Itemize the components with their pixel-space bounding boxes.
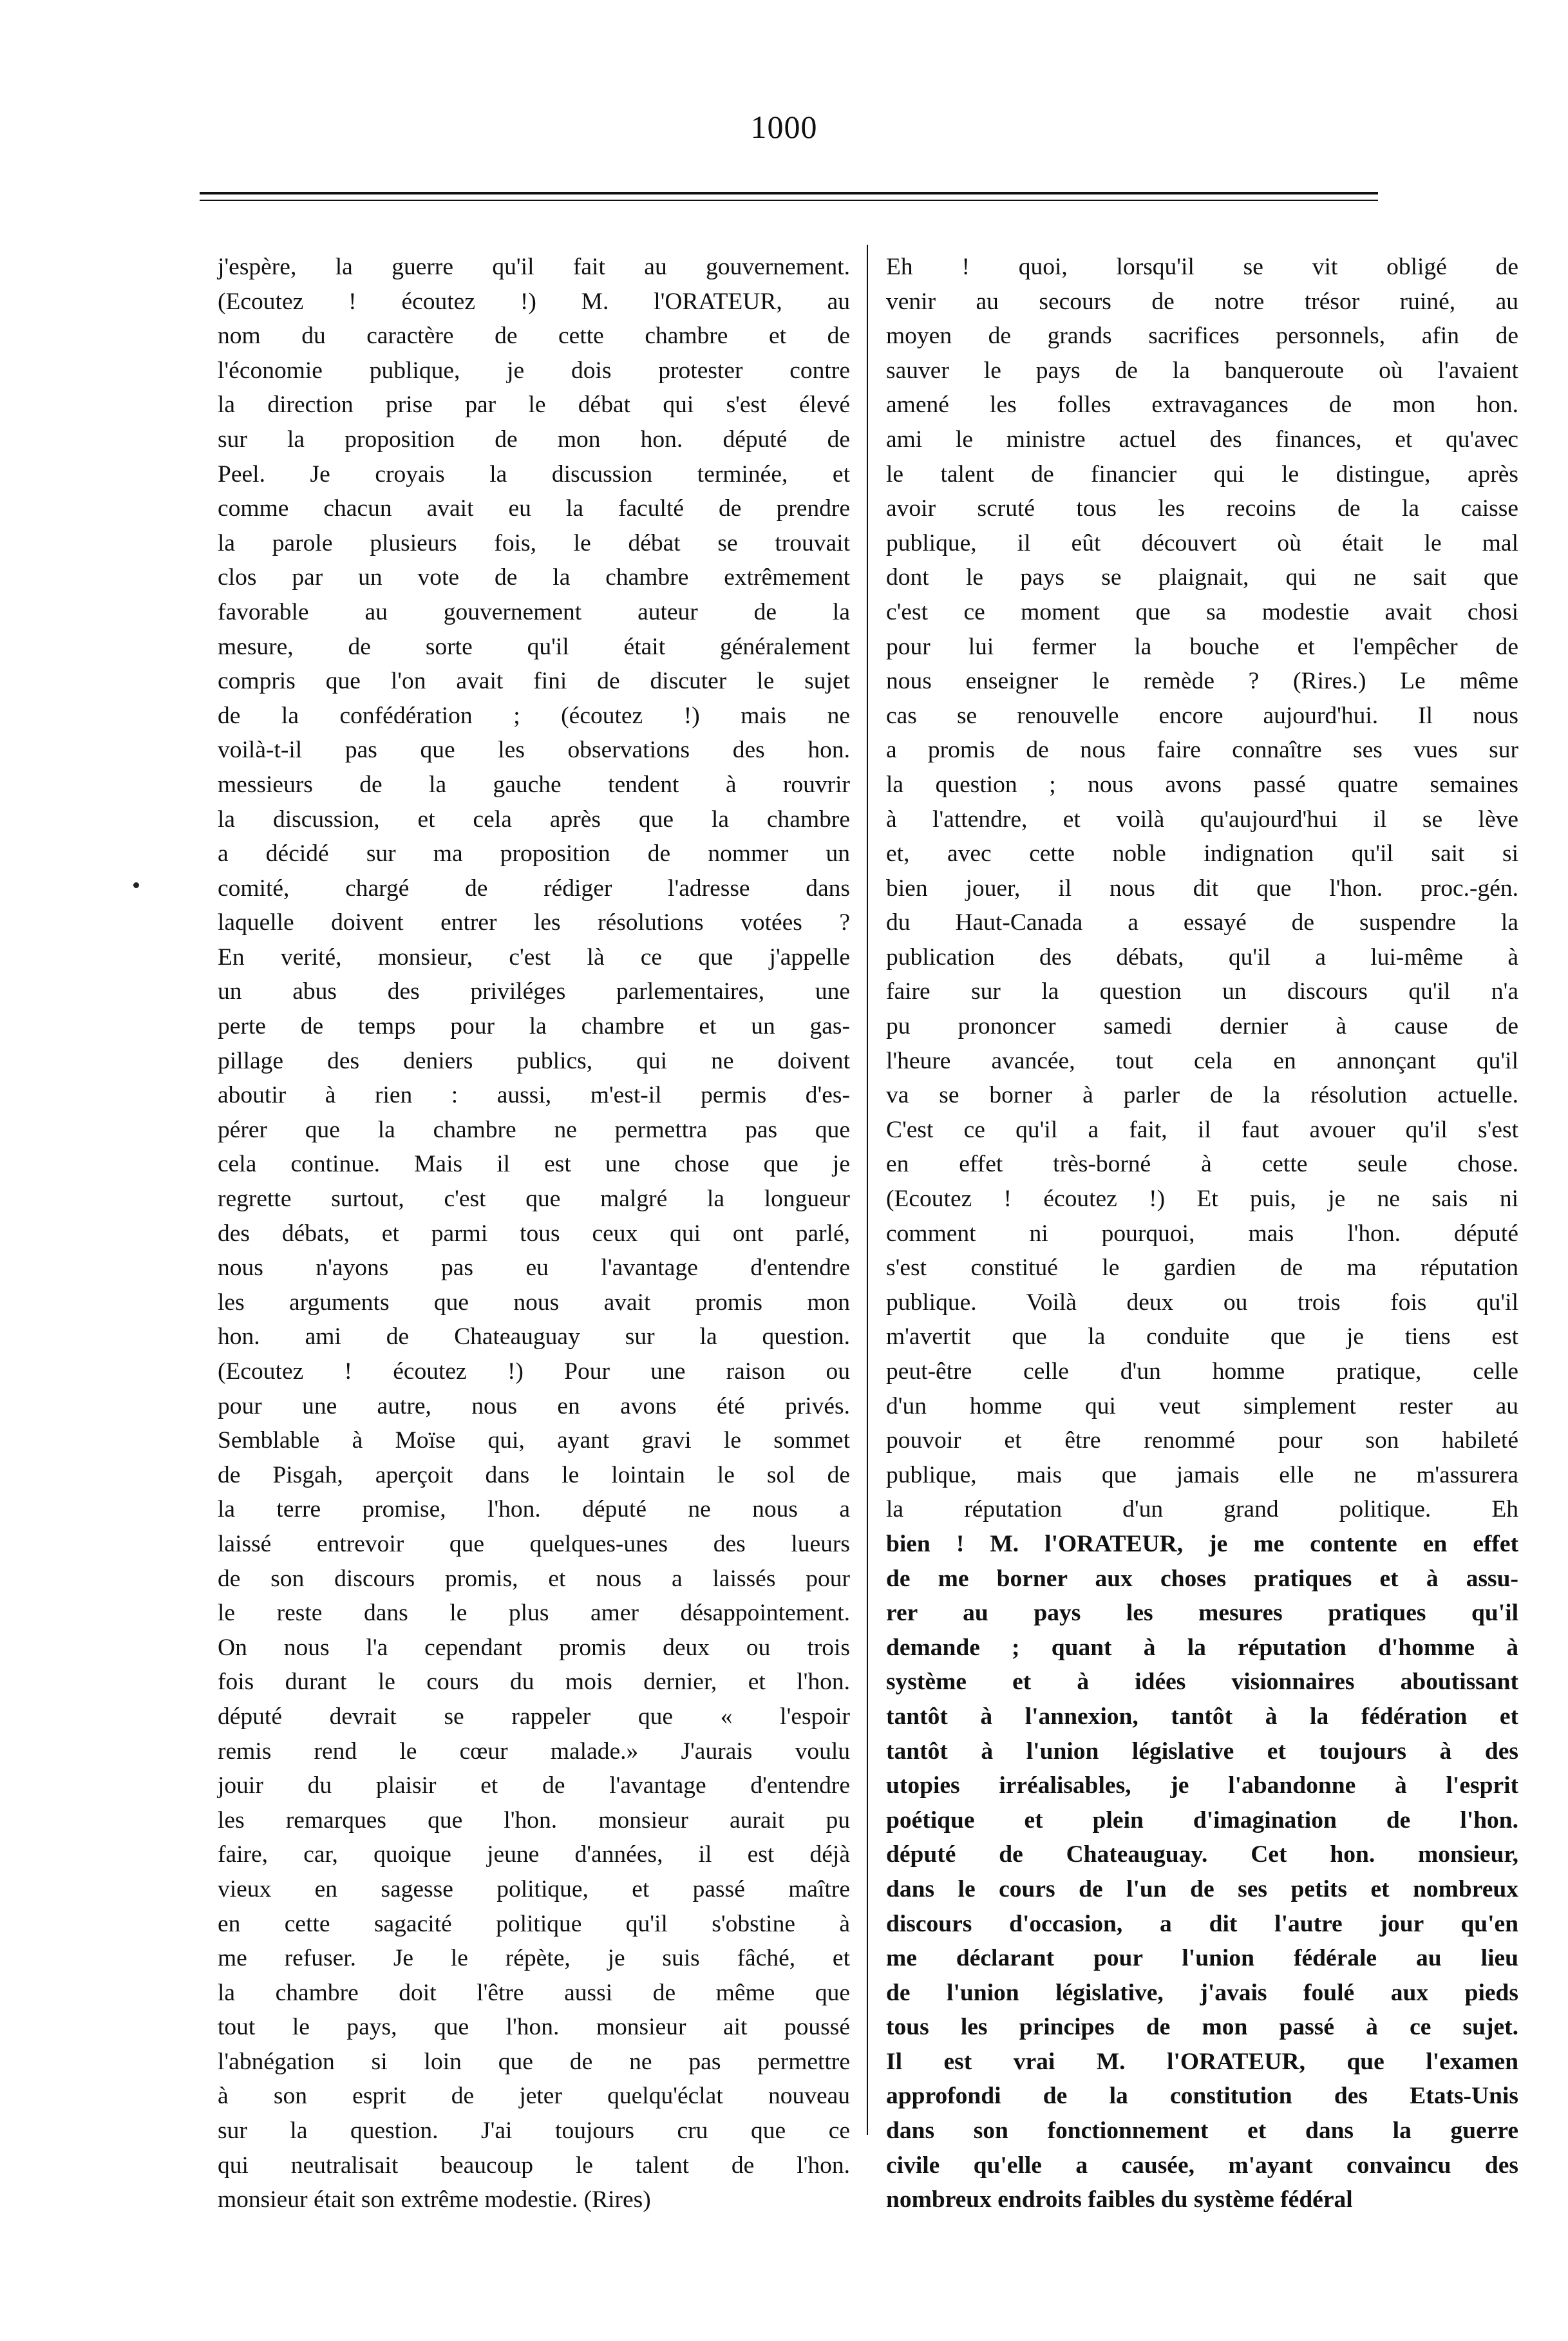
text-line: c'est ce moment que sa modestie avait chosi — [886, 598, 1518, 625]
text-line: dans le cours de l'un de ses petits et nombreux — [886, 1875, 1518, 1902]
text-line: compris que l'on avait fini de discuter le sujet — [218, 668, 850, 695]
text-line: dont le pays se plaignait, qui ne sait que — [886, 564, 1518, 591]
text-line: fois durant le cours du mois dernier, et l'hon. — [218, 1669, 850, 1696]
text-line: On nous l'a cependant promis deux ou trois — [218, 1634, 850, 1661]
header-rule — [200, 192, 1378, 194]
text-line: la parole plusieurs fois, le débat se trouvait — [218, 529, 850, 556]
text-line: favorable au gouvernement auteur de la — [218, 598, 850, 625]
text-line: qui neutralisait beaucoup le talent de l'hon. — [218, 2152, 850, 2179]
page-number: 1000 — [750, 109, 818, 145]
column-divider — [867, 245, 868, 2135]
text-line: tous les principes de mon passé à ce sujet. — [886, 2014, 1518, 2041]
text-line: demande ; quant à la réputation d'homme à — [886, 1634, 1518, 1661]
text-line: de me borner aux choses pratiques et à assu- — [886, 1565, 1518, 1592]
text-line: les remarques que l'hon. monsieur aurait pu — [218, 1806, 850, 1834]
text-line: d'un homme qui veut simplement rester au — [886, 1392, 1518, 1419]
text-line: me déclarant pour l'union fédérale au lieu — [886, 1945, 1518, 1972]
text-line: député de Chateauguay. Cet hon. monsieur, — [886, 1841, 1518, 1868]
text-line: nombreux endroits faibles du système fédéral — [886, 2186, 1353, 2213]
text-line: en effet très-borné à cette seule chose. — [886, 1151, 1518, 1178]
text-line: C'est ce qu'il a fait, il faut avouer qu'il s'est — [886, 1116, 1518, 1143]
text-line: Il est vrai M. l'ORATEUR, que l'examen — [886, 2048, 1518, 2075]
text-line: comment ni pourquoi, mais l'hon. député — [886, 1220, 1518, 1247]
text-line: de Pisgah, aperçoit dans le lointain le sol de — [218, 1461, 850, 1488]
text-line: le talent de financier qui le distingue, après — [886, 460, 1518, 488]
text-line: publication des débats, qu'il a lui-même à — [886, 943, 1518, 971]
text-line: la direction prise par le débat qui s'est élevé — [218, 392, 850, 419]
text-line: député devrait se rappeler que « l'espoir — [218, 1703, 850, 1730]
text-line: hon. ami de Chateauguay sur la question. — [218, 1323, 850, 1351]
text-line: publique. Voilà deux ou trois fois qu'il — [886, 1289, 1518, 1316]
text-line: Peel. Je croyais la discussion terminée, et — [218, 460, 850, 488]
text-line: mesure, de sorte qu'il était généralement — [218, 633, 850, 660]
text-line: nous enseigner le remède ? (Rires.) Le même — [886, 668, 1518, 695]
text-line: moyen de grands sacrifices personnels, afin de — [886, 323, 1518, 350]
text-line: bien jouer, il nous dit que l'hon. proc.-gén. — [886, 875, 1518, 902]
text-line: l'économie publique, je dois protester contre — [218, 357, 850, 384]
text-line: Semblable à Moïse qui, ayant gravi le sommet — [218, 1427, 850, 1454]
text-line: discours d'occasion, a dit l'autre jour qu'en — [886, 1910, 1518, 1937]
text-line: la question ; nous avons passé quatre semaines — [886, 771, 1518, 798]
left-column — [218, 250, 850, 2217]
text-line: clos par un vote de la chambre extrêmement — [218, 564, 850, 591]
text-line: comme chacun avait eu la faculté de prendre — [218, 495, 850, 522]
text-line: (Ecoutez ! écoutez !) Pour une raison ou — [218, 1358, 850, 1385]
text-line: pouvoir et être renommé pour son habileté — [886, 1427, 1518, 1454]
text-line: l'abnégation si loin que de ne pas permettre — [218, 2048, 850, 2075]
text-line: aboutir à rien : aussi, m'est-il permis d'es- — [218, 1082, 850, 1109]
text-line: rer au pays les mesures pratiques qu'il — [886, 1600, 1518, 1627]
text-line: bien ! M. l'ORATEUR, je me contente en effet — [886, 1530, 1518, 1557]
text-line: la chambre doit l'être aussi de même que — [218, 1979, 850, 2006]
text-line: va se borner à parler de la résolution actuelle. — [886, 1082, 1518, 1109]
text-line: approfondi de la constitution des Etats-Unis — [886, 2083, 1518, 2110]
text-line: et, avec cette noble indignation qu'il sait si — [886, 840, 1518, 867]
text-line: dans son fonctionnement et dans la guerre — [886, 2118, 1518, 2145]
text-line: sur la question. J'ai toujours cru que ce — [218, 2118, 850, 2145]
text-line: m'avertit que la conduite que je tiens est — [886, 1323, 1518, 1351]
text-line: l'heure avancée, tout cela en annonçant qu'il — [886, 1047, 1518, 1074]
text-line: a promis de nous faire connaître ses vues sur — [886, 737, 1518, 764]
text-line: pu prononcer samedi dernier à cause de — [886, 1013, 1518, 1040]
text-line: tout le pays, que l'hon. monsieur ait poussé — [218, 2014, 850, 2041]
text-line: faire sur la question un discours qu'il n'a — [886, 978, 1518, 1005]
text-line: cela continue. Mais il est une chose que je — [218, 1151, 850, 1178]
text-line: a décidé sur ma proposition de nommer un — [218, 840, 850, 867]
text-line: la terre promise, l'hon. député ne nous a — [218, 1496, 850, 1523]
text-line: des débats, et parmi tous ceux qui ont parlé, — [218, 1220, 850, 1247]
text-line: perte de temps pour la chambre et un gas- — [218, 1013, 850, 1040]
text-line: ami le ministre actuel des finances, et qu'avec — [886, 426, 1518, 453]
text-line: le reste dans le plus amer désappointement. — [218, 1600, 850, 1627]
text-line: poétique et plein d'imagination de l'hon. — [886, 1806, 1518, 1834]
text-line: à l'attendre, et voilà qu'aujourd'hui il se lève — [886, 806, 1518, 833]
text-line: pérer que la chambre ne permettra pas que — [218, 1116, 850, 1143]
text-line: à son esprit de jeter quelqu'éclat nouveau — [218, 2083, 850, 2110]
text-line: (Ecoutez ! écoutez !) Et puis, je ne sais ni — [886, 1186, 1518, 1213]
text-line: voilà-t-il pas que les observations des hon. — [218, 737, 850, 764]
text-line: laissé entrevoir que quelques-unes des lueurs — [218, 1530, 850, 1557]
text-line: de la confédération ; (écoutez !) mais ne — [218, 702, 850, 729]
text-line: pour une autre, nous en avons été privés. — [218, 1392, 850, 1419]
text-line: les arguments que nous avait promis mon — [218, 1289, 850, 1316]
text-line: monsieur était son extrême modestie. (Rires) — [218, 2186, 651, 2213]
right-column — [886, 250, 1518, 2217]
text-line: de l'union législative, j'avais foulé aux pieds — [886, 1979, 1518, 2006]
text-line: avoir scruté tous les recoins de la caisse — [886, 495, 1518, 522]
text-line: nom du caractère de cette chambre et de — [218, 323, 850, 350]
text-line: sauver le pays de la banqueroute où l'avaient — [886, 357, 1518, 384]
text-line: comité, chargé de rédiger l'adresse dans — [218, 875, 850, 902]
text-line: un abus des priviléges parlementaires, une — [218, 978, 850, 1005]
text-line: s'est constitué le gardien de ma réputation — [886, 1255, 1518, 1282]
text-line: amené les folles extravagances de mon hon. — [886, 392, 1518, 419]
text-line: utopies irréalisables, je l'abandonne à l'esprit — [886, 1772, 1518, 1799]
text-line: de son discours promis, et nous a laissés pour — [218, 1565, 850, 1592]
text-line: peut-être celle d'un homme pratique, celle — [886, 1358, 1518, 1385]
text-line: sur la proposition de mon hon. député de — [218, 426, 850, 453]
text-line: du Haut-Canada a essayé de suspendre la — [886, 909, 1518, 936]
text-line: Eh ! quoi, lorsqu'il se vit obligé de — [886, 254, 1518, 280]
text-line: vieux en sagesse politique, et passé maître — [218, 1875, 850, 1902]
text-line: faire, car, quoique jeune d'années, il est déjà — [218, 1841, 850, 1868]
text-line: laquelle doivent entrer les résolutions votées ? — [218, 909, 850, 936]
text-line: en cette sagacité politique qu'il s'obstine à — [218, 1910, 850, 1937]
text-line: tantôt à l'union législative et toujours à des — [886, 1738, 1518, 1765]
text-line: regrette surtout, c'est que malgré la longueur — [218, 1186, 850, 1213]
text-line: messieurs de la gauche tendent à rouvrir — [218, 771, 850, 798]
text-line: jouir du plaisir et de l'avantage d'entendre — [218, 1772, 850, 1799]
text-line: j'espère, la guerre qu'il fait au gouvernement. — [218, 254, 850, 280]
text-line: la réputation d'un grand politique. Eh — [886, 1496, 1518, 1523]
text-line: système et à idées visionnaires aboutissant — [886, 1669, 1518, 1696]
text-line: venir au secours de notre trésor ruiné, au — [886, 288, 1518, 315]
text-line: publique, il eût découvert où était le mal — [886, 529, 1518, 556]
text-line: nous n'ayons pas eu l'avantage d'entendre — [218, 1255, 850, 1282]
header-rule-thin — [200, 200, 1378, 201]
text-line: cas se renouvelle encore aujourd'hui. Il nous — [886, 702, 1518, 729]
text-line: pour lui fermer la bouche et l'empêcher de — [886, 633, 1518, 660]
text-line: me refuser. Je le répète, je suis fâché, et — [218, 1945, 850, 1972]
text-line: (Ecoutez ! écoutez !) M. l'ORATEUR, au — [218, 288, 850, 315]
text-line: pillage des deniers publics, qui ne doivent — [218, 1047, 850, 1074]
text-line: En verité, monsieur, c'est là ce que j'appelle — [218, 943, 850, 971]
text-line: la discussion, et cela après que la chambre — [218, 806, 850, 833]
text-line: remis rend le cœur malade.» J'aurais voulu — [218, 1738, 850, 1765]
text-line: civile qu'elle a causée, m'ayant convaincu des — [886, 2152, 1518, 2179]
margin-mark — [133, 882, 139, 888]
text-line: tantôt à l'annexion, tantôt à la fédération et — [886, 1703, 1518, 1730]
text-line: publique, mais que jamais elle ne m'assurera — [886, 1461, 1518, 1488]
